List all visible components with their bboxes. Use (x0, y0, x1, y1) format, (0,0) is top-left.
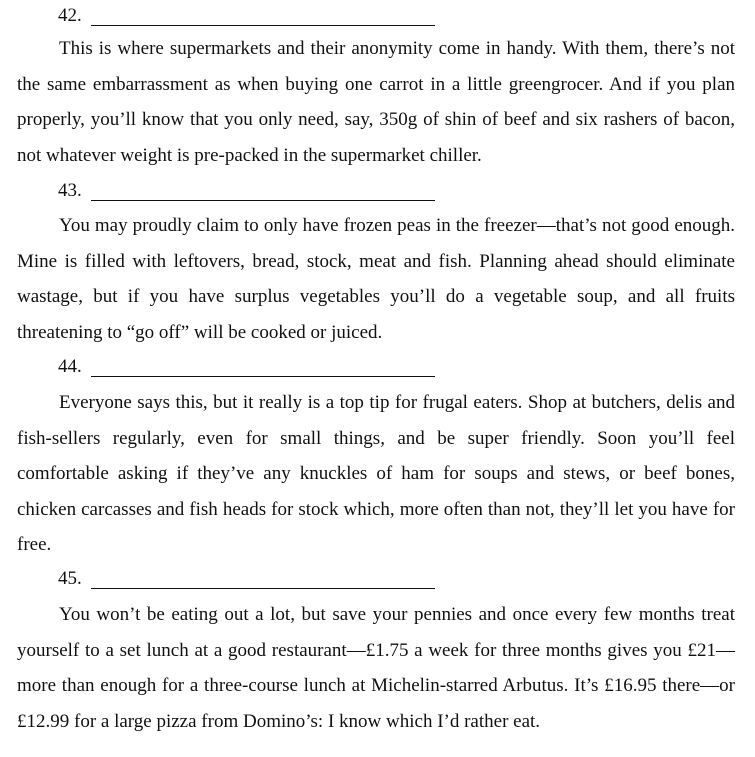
question-number: 43. (58, 180, 82, 201)
question-43-line (58, 179, 82, 203)
question-42-line (58, 4, 82, 28)
paragraph-45: You won’t be eating out a lot, but save your pennies and once every few months treat yourself to a set lunch at a good restaurant—£1.75 a week for three months gives you £21—more than enough for a three-course lunch at Michelin-starred Arbutus. It’s £16.95 there—or £12.99 for a large pizza from Domino’s: I know which I’d rather eat. (17, 604, 735, 732)
question-number: 44. (58, 356, 82, 377)
answer-blank[interactable] (91, 25, 435, 26)
paragraph-44: Everyone says this, but it really is a top tip for frugal eaters. Shop at butchers, delis and fish-sellers regularly, even for small things, and be super friendly. Soon you’ll feel comfortable asking if they’ve any knuckles of ham for soups and stews, or beef bones, chicken carcasses and fish heads for stock which, more often than not, they’ll let you have for free. (17, 392, 735, 555)
question-44-line (58, 355, 82, 379)
answer-blank[interactable] (91, 376, 435, 377)
answer-blank[interactable] (91, 588, 435, 589)
question-number: 45. (58, 568, 82, 589)
paragraph-43: You may proudly claim to only have frozen peas in the freezer—that’s not good enough. Mine is filled with leftovers, bread, stock, meat and fish. Planning ahead should eliminate wastage, but if you have surplus vegetables you’ll do a vegetable soup, and all fruits threatening to “go off” will be cooked or juiced. (17, 215, 735, 343)
paragraph-42: This is where supermarkets and their anonymity come in handy. With them, there’s not the same embarrassment as when buying one carrot in a little greengrocer. And if you plan properly, you’ll know that you only need, say, 350g of shin of beef and six rashers of bacon, not whatever weight is pre-packed in the supermarket chiller. (17, 38, 735, 166)
answer-blank[interactable] (91, 200, 435, 201)
question-45-line (58, 567, 82, 591)
question-number: 42. (58, 5, 82, 26)
